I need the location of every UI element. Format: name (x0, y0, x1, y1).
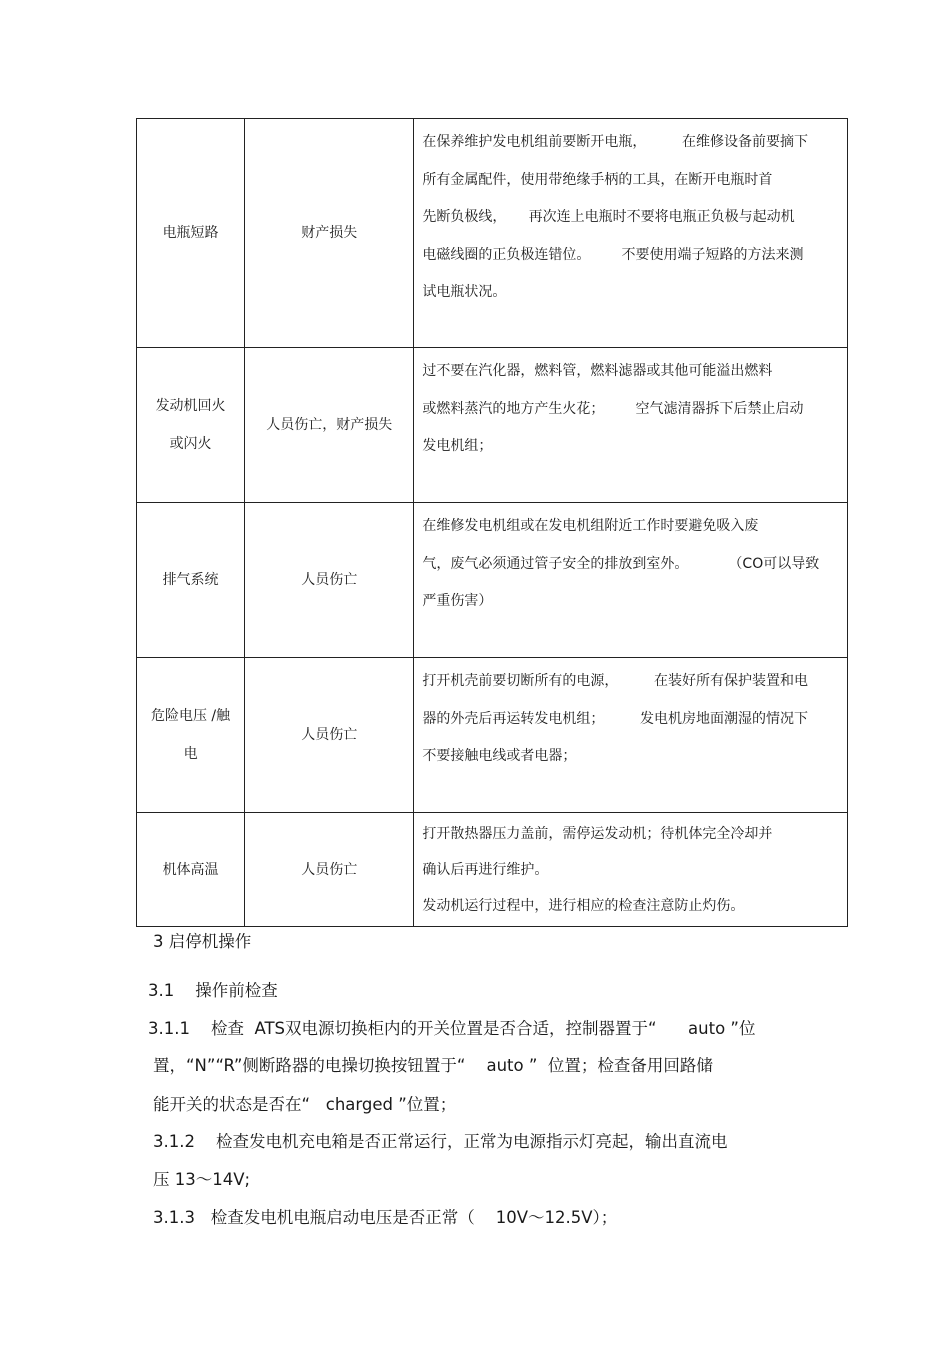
measure-cell (414, 348, 848, 503)
hazard-text: 危险电压 /触 (150, 708, 231, 724)
consequence-text: 人员伤亡，财产损失 (266, 417, 393, 433)
measure-line: 在维修发电机组或在发电机组附近工作时要避免吸入废 (422, 518, 759, 534)
measure-line: 所有金属配件，使用带绝缘手柄的工具，在断开电瓶时首 (422, 171, 773, 188)
paragraph-line: 3.1.2 检查发电机充电箱是否正常运行，正常为电源指示灯亮起，输出直流电 (153, 1132, 728, 1151)
sub-heading: 3.1 操作前检查 (148, 981, 278, 1000)
consequence-cell (245, 658, 414, 813)
table-row (137, 503, 848, 658)
hazard-text: 或闪火 (169, 436, 212, 452)
table-row (137, 348, 848, 503)
hazard-cell (137, 813, 245, 927)
hazard-text: 电 (183, 746, 198, 762)
measure-line: 电磁线圈的正负极连错位。 不要使用端子短路的方法来测 (422, 246, 804, 263)
measure-line: 发电机组； (422, 438, 493, 454)
consequence-text: 人员伤亡 (301, 861, 358, 878)
hazard-cell (137, 503, 245, 658)
measure-line: 发动机运行过程中，进行相应的检查注意防止灼伤。 (422, 898, 745, 914)
measure-cell (414, 503, 848, 658)
measure-line: 器的外壳后再运转发电机组； 发电机房地面潮湿的情况下 (422, 710, 808, 727)
table-row (137, 658, 848, 813)
measure-cell (414, 658, 848, 813)
paragraph-line: 压 13～14V; (153, 1170, 251, 1189)
hazard-cell (137, 658, 245, 813)
measure-line: 过不要在汽化器，燃料管，燃料滤器或其他可能溢出燃料 (422, 363, 773, 379)
consequence-cell (245, 119, 414, 348)
hazard-text: 排气系统 (162, 572, 219, 588)
measure-line: 气，废气必须通过管子安全的排放到室外。 （CO可以导致 (422, 555, 820, 572)
hazard-cell (137, 348, 245, 503)
consequence-cell (245, 813, 414, 927)
measure-cell (414, 119, 848, 348)
hazard-text: 电瓶短路 (162, 225, 219, 241)
hazard-cell (137, 119, 245, 348)
table-row (137, 119, 848, 348)
hazard-text: 机体高温 (162, 861, 219, 878)
measure-line: 先断负极线， 再次连上电瓶时不要将电瓶正负极与起动机 (422, 209, 795, 225)
measure-line: 在保养维护发电机组前要断开电瓶， 在维修设备前要摘下 (422, 134, 808, 150)
consequence-text: 人员伤亡 (301, 572, 358, 588)
hazard-text: 发动机回火 (155, 398, 226, 414)
table-row (137, 813, 848, 927)
measure-line: 打开散热器压力盖前，需停运发动机；待机体完全冷却并 (422, 826, 773, 842)
hazard-table (136, 118, 848, 927)
measure-line: 确认后再进行维护。 (422, 862, 549, 878)
section-heading: 3 启停机操作 (153, 932, 252, 951)
measure-line: 严重伤害） (422, 593, 493, 609)
paragraph-line: 3.1.1 检查 ATS双电源切换柜内的开关位置是否合适，控制器置于“ auto ”位 (148, 1019, 756, 1038)
measure-line: 试电瓶状况。 (422, 284, 507, 300)
paragraph-line: 3.1.3 检查发电机电瓶启动电压是否正常（ 10V～12.5V）； (153, 1208, 618, 1227)
paragraph-line: 能开关的状态是否在“ charged ”位置； (153, 1095, 457, 1114)
consequence-cell (245, 348, 414, 503)
measure-line: 或燃料蒸汽的地方产生火花； 空气滤清器拆下后禁止启动 (422, 400, 804, 417)
consequence-text: 财产损失 (301, 225, 358, 241)
paragraph-line: 置，“N”“R”侧断路器的电操切换按钮置于“ auto ” 位置；检查备用回路储 (153, 1056, 713, 1075)
consequence-text: 人员伤亡 (301, 727, 358, 743)
measure-line: 打开机壳前要切断所有的电源， 在装好所有保护装置和电 (422, 673, 808, 689)
measure-cell (414, 813, 848, 927)
measure-line: 不要接触电线或者电器； (422, 748, 577, 764)
consequence-cell (245, 503, 414, 658)
